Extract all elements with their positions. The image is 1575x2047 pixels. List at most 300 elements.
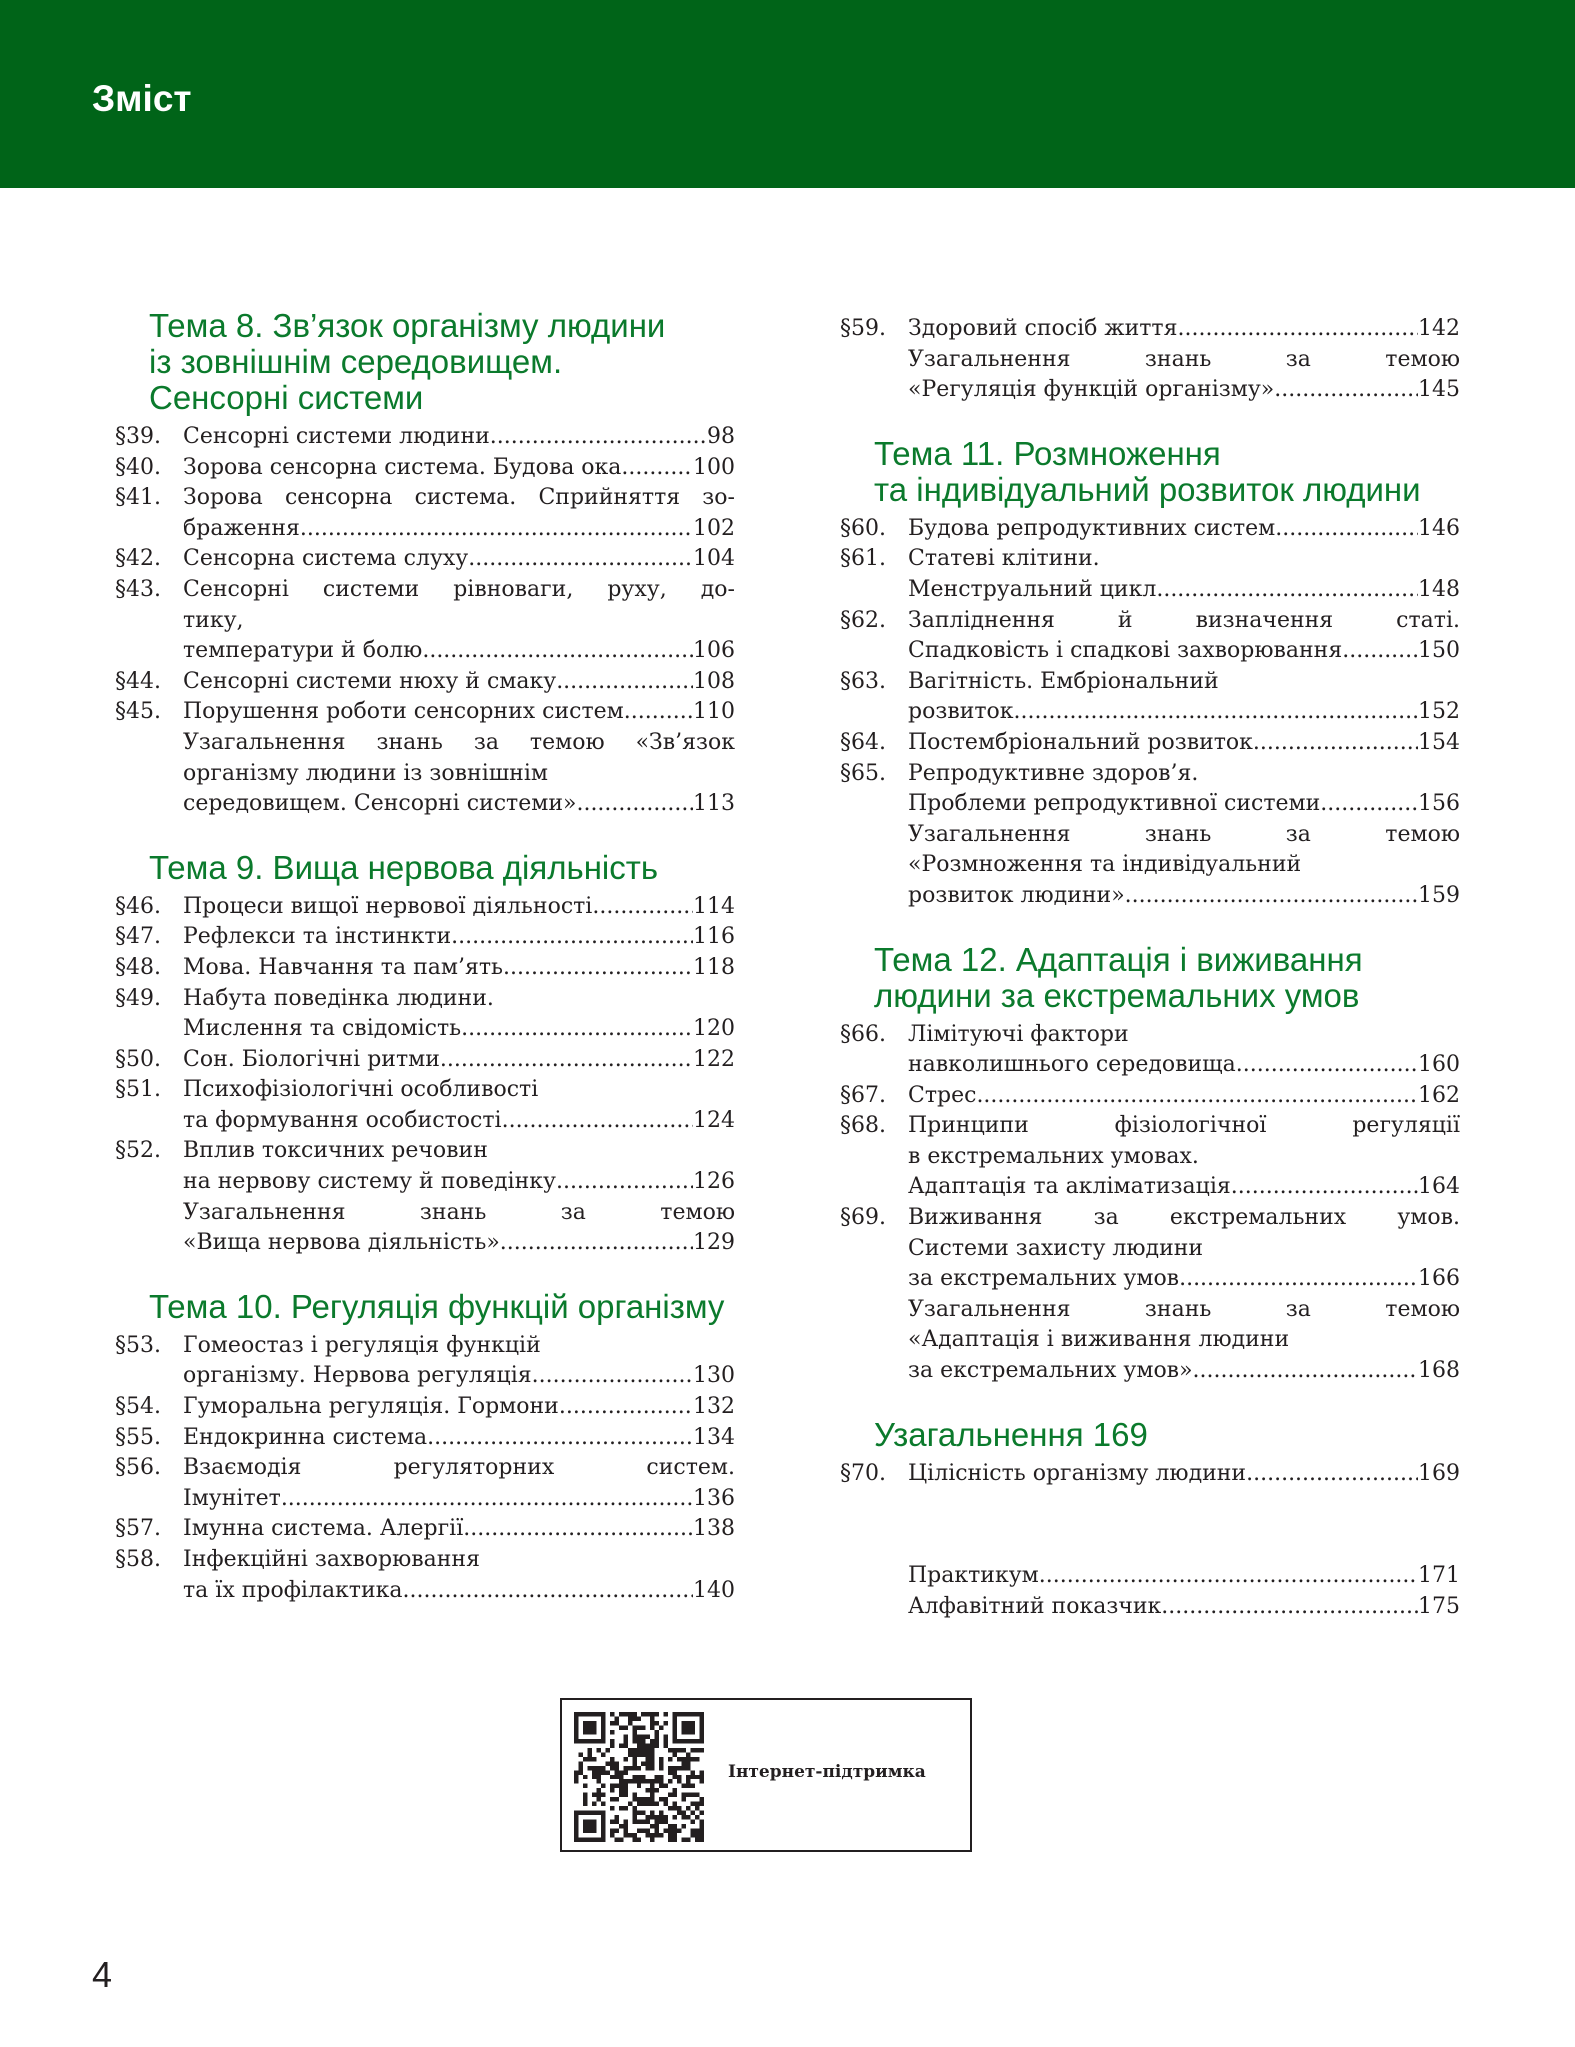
toc-entry (840, 1020, 1460, 1081)
page-ref: 124 (693, 1107, 735, 1133)
page-ref: 138 (693, 1516, 735, 1542)
section-number (840, 1295, 908, 1387)
topic-heading (149, 850, 735, 886)
entry-title: Проблеми репродуктивної системи (908, 791, 1321, 817)
page-ref: 169 (1418, 1460, 1460, 1486)
topic-heading-line: Сенсорні системи (149, 379, 424, 416)
section-number: §46. (115, 893, 161, 919)
entry-title: Сенсорна система слуху (183, 546, 469, 572)
entry-title-line: Репродуктивне здоров’я. (908, 760, 1199, 786)
section-number: §39. (115, 424, 161, 449)
entry-leader-line (183, 789, 735, 820)
entry-title: Імунна система. Алергії (183, 1516, 464, 1542)
page-ref: 134 (693, 1424, 735, 1450)
entry-title: Сон. Біологічні ритми (183, 1046, 440, 1072)
entry-title-line: Узагальнення знань за темою (908, 346, 1460, 372)
page-ref: 129 (693, 1230, 735, 1256)
topic-heading-line: Тема 10. Регуляція функцій організму (149, 1287, 725, 1325)
topic-heading (149, 308, 735, 416)
toc-entry (115, 1198, 735, 1259)
toc-entry (115, 422, 735, 453)
entry-body (183, 544, 735, 575)
entry-title: організму. Нервова регуляція (183, 1363, 532, 1389)
page-ref: 156 (1418, 791, 1460, 817)
entry-leader-line (183, 697, 735, 728)
toc-entry (840, 1111, 1460, 1203)
entry-title-line: Зорова сенсорна система. Сприйняття зо- (183, 485, 735, 511)
entry-title-line: Узагальнення знань за темою (183, 1199, 735, 1225)
dot-leader (1274, 375, 1418, 406)
topic-heading (874, 942, 1460, 1014)
page-ref: 171 (1418, 1563, 1460, 1589)
toc-entry (115, 1453, 735, 1514)
toc-entry (115, 544, 735, 575)
entry-body (908, 667, 1460, 728)
entry-leader-line (908, 1561, 1460, 1592)
entry-leader-line (908, 1172, 1460, 1203)
dot-leader (468, 544, 693, 575)
entry-title: розвиток людини» (908, 882, 1125, 908)
entry-title-line: Лімітуючі фактори (908, 1021, 1129, 1047)
entry-title: Сенсорні системи нюху й смаку (183, 668, 557, 694)
topic-heading-line: людини за екстремальних умов (874, 976, 1360, 1014)
page-ref: 140 (693, 1577, 735, 1603)
toc-entry (840, 345, 1460, 406)
topic-heading-line: Узагальнення 169 (874, 1415, 1148, 1453)
dot-leader (1125, 881, 1418, 912)
entry-body (908, 1561, 1460, 1592)
page-ref: 160 (1418, 1052, 1460, 1078)
entry-body (183, 922, 735, 953)
toc-entry (115, 953, 735, 984)
entry-title: Постембріональний розвиток (908, 729, 1253, 755)
dot-leader (624, 697, 693, 728)
section-number: §66. (840, 1021, 886, 1047)
entry-body (183, 1045, 735, 1076)
toc-entry (840, 606, 1460, 667)
entry-title: Зорова сенсорна система. Будова ока (183, 454, 622, 480)
entry-body (908, 759, 1460, 820)
section-number: §60. (840, 515, 886, 541)
entry-body (183, 1392, 735, 1423)
dot-leader (300, 514, 693, 545)
toc-entry (840, 759, 1460, 820)
page-ref: 110 (693, 699, 735, 725)
entry-title: за екстремальних умов» (908, 1358, 1193, 1384)
entry-title: Ендокринна система (183, 1424, 428, 1450)
dot-leader (502, 1106, 693, 1137)
entry-title-line: Виживання за екстремальних умов. (908, 1205, 1460, 1231)
entry-body (908, 606, 1460, 667)
page-ref: 145 (1418, 377, 1460, 403)
entry-title-line: Узагальнення знань за темою «Зв’язок (183, 729, 735, 755)
toc-entry (115, 483, 735, 544)
dot-leader (976, 1081, 1418, 1112)
page-ref: 159 (1418, 882, 1460, 908)
entry-leader-line (908, 697, 1460, 728)
entry-body (183, 453, 735, 484)
entry-title-line: Запліднення й визначення статі. (908, 607, 1460, 633)
page-ref: 150 (1418, 638, 1460, 664)
entry-title: Порушення роботи сенсорних систем (183, 699, 624, 725)
entry-body (183, 1331, 735, 1392)
entry-title: Здоровий спосіб життя (908, 316, 1178, 341)
toc-entry (840, 314, 1460, 345)
dot-leader (576, 789, 693, 820)
section-number: §57. (115, 1516, 161, 1542)
page-ref: 114 (693, 893, 735, 919)
toc-right-column (840, 314, 1460, 1622)
entry-body (908, 1295, 1460, 1387)
entry-leader-line (908, 728, 1460, 759)
entry-title: на нервову систему й поведінку (183, 1169, 556, 1195)
entry-body (908, 345, 1460, 406)
entry-title-line: в екстремальних умовах. (908, 1143, 1199, 1169)
section-number: §67. (840, 1082, 886, 1108)
dot-leader (1236, 1050, 1418, 1081)
entry-title: середовищем. Сенсорні системи» (183, 791, 577, 817)
section-number: §68. (840, 1113, 886, 1139)
internet-support-label: Інтернет-підтримка (728, 1762, 926, 1782)
page-header (0, 0, 1575, 188)
entry-title: Спадковість і спадкові захворювання (908, 638, 1343, 664)
entry-leader-line (183, 453, 735, 484)
toc-entry (840, 820, 1460, 912)
entry-title-line: Узагальнення знань за темою (908, 821, 1460, 847)
section-number (840, 1561, 908, 1592)
toc-entry (115, 1331, 735, 1392)
spacer (840, 1489, 1460, 1561)
toc-entry (115, 1423, 735, 1454)
toc-entry (115, 1045, 735, 1076)
entry-title-line: Сенсорні системи рівноваги, руху, до- (183, 576, 735, 602)
entry-title: Рефлекси та інстинкти (183, 924, 452, 950)
entry-leader-line (183, 667, 735, 698)
entry-leader-line (183, 422, 735, 453)
entry-title-line: Психофізіологічні особливості (183, 1077, 539, 1103)
topic-heading-line: Тема 11. Розмноження (874, 434, 1221, 472)
entry-title-line: «Адаптація і виживання людини (908, 1327, 1290, 1353)
entry-title: Практикум (908, 1563, 1039, 1589)
entry-body (183, 728, 735, 820)
dot-leader (1014, 697, 1418, 728)
toc-entry (115, 922, 735, 953)
dot-leader (556, 1167, 693, 1198)
page-ref: 100 (693, 454, 735, 480)
entry-title-line: Узагальнення знань за темою (908, 1296, 1460, 1322)
dot-leader (1039, 1561, 1418, 1592)
entry-body (183, 1453, 735, 1514)
page-ref: 122 (693, 1046, 735, 1072)
dot-leader (281, 1484, 693, 1515)
toc-entry (115, 728, 735, 820)
page-ref: 102 (693, 515, 735, 541)
dot-leader (503, 953, 693, 984)
entry-title-line: тику, (183, 607, 244, 633)
entry-leader-line (183, 953, 735, 984)
section-number: §61. (840, 546, 886, 572)
entry-title: Процеси вищої нервової діяльності (183, 893, 593, 919)
entry-title: Будова репродуктивних систем (908, 515, 1276, 541)
entry-leader-line (908, 636, 1460, 667)
entry-title: Гуморальна регуляція. Гормони (183, 1394, 559, 1420)
entry-leader-line (908, 789, 1460, 820)
entry-title-line: «Розмноження та індивідуальний (908, 852, 1302, 878)
section-number: §43. (115, 576, 161, 602)
section-number: §50. (115, 1046, 161, 1072)
entry-leader-line (183, 1106, 735, 1137)
entry-title: Адаптація та акліматизація (908, 1174, 1231, 1200)
entry-title: Імунітет (183, 1485, 281, 1511)
entry-leader-line (908, 1592, 1460, 1623)
toc-entry (840, 667, 1460, 728)
page-ref: 162 (1418, 1082, 1460, 1108)
page-ref: 164 (1418, 1174, 1460, 1200)
dot-leader (559, 1392, 693, 1423)
toc-entry (840, 1459, 1460, 1490)
entry-title-line: організму людини із зовнішнім (183, 760, 548, 786)
section-number: §55. (115, 1424, 161, 1450)
entry-body (908, 820, 1460, 912)
entry-leader-line (183, 1423, 735, 1454)
section-number: §44. (115, 668, 161, 694)
dot-leader (556, 667, 693, 698)
section-number: §45. (115, 699, 161, 725)
entry-body (183, 1198, 735, 1259)
toc-entry (115, 1392, 735, 1423)
entry-body (183, 1514, 735, 1545)
page-ref: 168 (1418, 1358, 1460, 1384)
page-title: Зміст (92, 78, 192, 119)
dot-leader (532, 1361, 693, 1392)
entry-leader-line (183, 544, 735, 575)
toc-entry (840, 1561, 1460, 1592)
entry-leader-line (908, 375, 1460, 406)
page-ref: 116 (693, 924, 735, 950)
entry-leader-line (183, 1014, 735, 1045)
page-number: 4 (92, 1954, 113, 1995)
page-ref: 148 (1418, 576, 1460, 602)
entry-body (908, 728, 1460, 759)
section-number: §64. (840, 729, 886, 755)
section-number: §42. (115, 546, 161, 572)
toc-entry (840, 1592, 1460, 1623)
page-ref: 130 (693, 1363, 735, 1389)
entry-title-line: Системи захисту людини (908, 1235, 1204, 1261)
toc-entry (115, 1545, 735, 1606)
entry-title-line: Гомеостаз і регуляція функцій (183, 1332, 541, 1358)
section-number: §59. (840, 316, 886, 341)
section-number: §65. (840, 760, 886, 786)
dot-leader (1179, 1264, 1418, 1295)
toc-entry (115, 1136, 735, 1197)
entry-body (183, 697, 735, 728)
toc-entry (115, 697, 735, 728)
dot-leader (1275, 514, 1418, 545)
dot-leader (1342, 636, 1418, 667)
entry-leader-line (908, 314, 1460, 345)
entry-leader-line (908, 1356, 1460, 1387)
section-number: §54. (115, 1394, 161, 1420)
section-number: §41. (115, 485, 161, 511)
dot-leader (1177, 314, 1418, 345)
topic-heading-line: Тема 12. Адаптація і виживання (874, 940, 1363, 978)
entry-body (183, 483, 735, 544)
entry-title: за екстремальних умов (908, 1266, 1180, 1292)
section-number: §63. (840, 668, 886, 694)
page-ref: 108 (693, 668, 735, 694)
section-number: §52. (115, 1138, 161, 1164)
page-ref: 132 (693, 1394, 735, 1420)
toc-entry (115, 984, 735, 1045)
entry-title-line: Вагітність. Ембріональний (908, 668, 1219, 694)
topic-heading-line: Тема 9. Вища нервова діяльність (149, 848, 659, 886)
page-ref: 120 (693, 1016, 735, 1042)
dot-leader (422, 636, 693, 667)
topic-heading (149, 1289, 735, 1325)
entry-title: браження (183, 515, 300, 541)
dot-leader (1231, 1172, 1418, 1203)
toc-entry (840, 728, 1460, 759)
qr-code-icon (574, 1712, 704, 1842)
entry-body (908, 1020, 1460, 1081)
entry-leader-line (183, 922, 735, 953)
entry-title: «Вища нервова діяльність» (183, 1230, 500, 1256)
entry-leader-line (183, 1392, 735, 1423)
page-ref: 154 (1418, 729, 1460, 755)
entry-title-line: Набута поведінка людини. (183, 985, 494, 1011)
entry-body (183, 667, 735, 698)
page-ref: 152 (1418, 699, 1460, 725)
toc-entry (115, 575, 735, 667)
entry-title: Сенсорні системи людини (183, 424, 490, 449)
toc-entry (115, 1075, 735, 1136)
entry-title-line: Принципи фізіологічної регуляції (908, 1113, 1460, 1139)
entry-leader-line (183, 1484, 735, 1515)
entry-title: «Регуляція функцій організму» (908, 377, 1275, 403)
entry-title: розвиток (908, 699, 1014, 725)
dot-leader (1253, 728, 1418, 759)
entry-leader-line (183, 1576, 735, 1607)
entry-title: температури й болю (183, 638, 423, 664)
page-ref: 146 (1418, 515, 1460, 541)
internet-support-box (560, 1698, 972, 1852)
page-ref: 142 (1418, 316, 1460, 341)
entry-body (908, 314, 1460, 345)
dot-leader (1161, 1592, 1418, 1623)
section-number: §69. (840, 1205, 886, 1231)
entry-leader-line (908, 1264, 1460, 1295)
entry-body (183, 575, 735, 667)
entry-body (183, 1545, 735, 1606)
entry-leader-line (183, 514, 735, 545)
entry-title-line: Статеві клітини. (908, 546, 1100, 572)
entry-title-line: Вплив токсичних речовин (183, 1138, 488, 1164)
dot-leader (621, 453, 693, 484)
section-number: §49. (115, 985, 161, 1011)
entry-body (908, 1111, 1460, 1203)
entry-title: Стрес (908, 1082, 977, 1108)
entry-leader-line (908, 514, 1460, 545)
section-number (840, 820, 908, 912)
toc-entry (115, 667, 735, 698)
entry-body (183, 892, 735, 923)
toc-entry (840, 1295, 1460, 1387)
section-number (840, 345, 908, 406)
entry-leader-line (183, 1514, 735, 1545)
page-ref: 136 (693, 1485, 735, 1511)
page-ref: 118 (693, 954, 735, 980)
entry-leader-line (183, 892, 735, 923)
entry-title: Мислення та свідомість (183, 1016, 462, 1042)
entry-title: Мова. Навчання та пам’ять (183, 954, 503, 980)
section-number (840, 1592, 908, 1623)
entry-title: Алфавітний показчик (908, 1593, 1162, 1619)
dot-leader (463, 1514, 693, 1545)
entry-body (183, 1423, 735, 1454)
entry-title: Менструальний цикл (908, 576, 1157, 602)
toc-entry (115, 453, 735, 484)
entry-body (183, 953, 735, 984)
page-ref: 104 (693, 546, 735, 572)
dot-leader (500, 1228, 693, 1259)
entry-body (183, 1075, 735, 1136)
entry-leader-line (183, 1167, 735, 1198)
section-number: §58. (115, 1547, 161, 1572)
entry-title: Цілісність організму людини (908, 1460, 1247, 1486)
section-number: §40. (115, 454, 161, 480)
toc-entry (840, 1203, 1460, 1295)
page-ref: 98 (707, 424, 735, 449)
dot-leader (1193, 1356, 1418, 1387)
dot-leader (440, 1045, 693, 1076)
dot-leader (451, 922, 693, 953)
dot-leader (1156, 575, 1418, 606)
toc-entry (840, 514, 1460, 545)
page-ref: 126 (693, 1169, 735, 1195)
dot-leader (1246, 1459, 1418, 1490)
dot-leader (592, 892, 693, 923)
entry-body (908, 1081, 1460, 1112)
entry-title-line: Взаємодія регуляторних систем. (183, 1455, 735, 1481)
toc-entry (115, 892, 735, 923)
toc-entry (115, 1514, 735, 1545)
page-ref: 175 (1418, 1593, 1460, 1619)
entry-title: та їх профілактика (183, 1577, 403, 1603)
entry-body (908, 514, 1460, 545)
section-number (115, 728, 183, 820)
entry-leader-line (183, 636, 735, 667)
dot-leader (490, 422, 707, 453)
section-number (115, 1198, 183, 1259)
topic-heading (874, 436, 1460, 508)
entry-body (908, 1203, 1460, 1295)
entry-body (908, 544, 1460, 605)
entry-body (908, 1459, 1460, 1490)
section-number: §48. (115, 954, 161, 980)
page-ref: 113 (693, 791, 735, 817)
section-number: §51. (115, 1077, 161, 1103)
topic-heading (874, 1417, 1460, 1453)
entry-leader-line (908, 881, 1460, 912)
topic-heading-line: та індивідуальний розвиток людини (874, 470, 1421, 508)
entry-leader-line (183, 1228, 735, 1259)
entry-title: навколишнього середовища (908, 1052, 1236, 1078)
entry-title-line: Інфекційні захворювання (183, 1547, 480, 1572)
page-ref: 166 (1418, 1266, 1460, 1292)
entry-leader-line (183, 1361, 735, 1392)
entry-body (183, 422, 735, 453)
